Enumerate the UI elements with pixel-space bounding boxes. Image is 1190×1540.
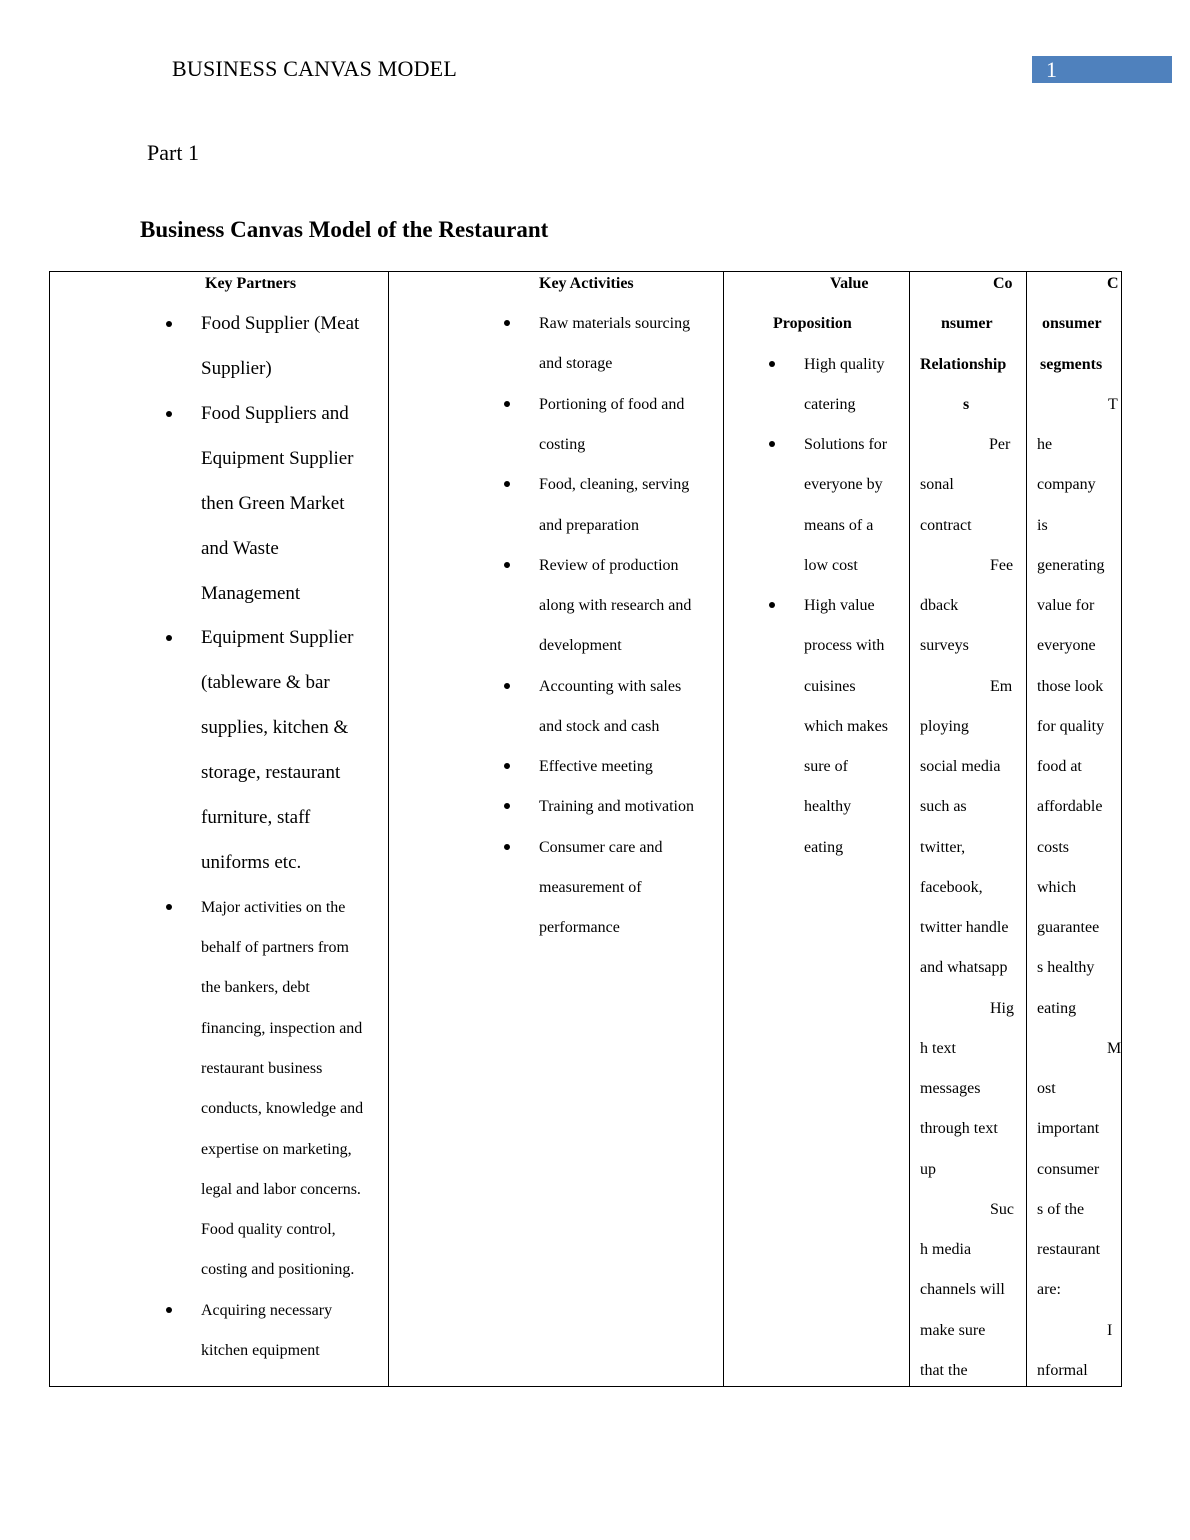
list-item-line: restaurant business <box>201 1060 323 1077</box>
list-item-line: Food quality control, <box>201 1221 336 1238</box>
consumer-segments-title: onsumer <box>1042 315 1102 332</box>
list-item-line: Consumer care and <box>539 839 663 856</box>
list-item-line: Food, cleaning, serving <box>539 476 690 493</box>
text-line: channels will <box>920 1281 1005 1298</box>
consumer-relationships-title: Relationship <box>920 356 1007 373</box>
text-line: and whatsapp <box>920 959 1008 976</box>
text-line: contract <box>920 517 972 534</box>
column-divider <box>1026 272 1027 1386</box>
text-line: eating <box>1037 1000 1077 1017</box>
consumer-relationships-title: nsumer <box>941 315 993 332</box>
bullet <box>769 602 775 608</box>
list-item-line: Solutions for <box>804 436 888 453</box>
text-line: generating <box>1037 557 1105 574</box>
text-line: Per <box>989 436 1011 453</box>
bullet <box>504 803 510 809</box>
text-line: such as <box>920 798 967 815</box>
text-line: costs <box>1037 839 1069 856</box>
text-line: ploying <box>920 718 969 735</box>
text-line: important <box>1037 1120 1100 1137</box>
bullet <box>504 763 510 769</box>
text-line: Hig <box>990 1000 1014 1017</box>
list-item-line: which makes <box>804 718 888 735</box>
text-line: Em <box>990 678 1013 695</box>
text-line: is <box>1037 517 1048 534</box>
column-divider <box>909 272 910 1386</box>
list-item-line: and preparation <box>539 517 639 534</box>
bullet <box>504 683 510 689</box>
list-item-line: the bankers, debt <box>201 979 310 996</box>
consumer-relationships-title: Co <box>993 275 1013 292</box>
bullet <box>504 401 510 407</box>
list-item-line: supplies, kitchen & <box>201 717 349 738</box>
list-item-line: Training and motivation <box>539 798 694 815</box>
column-divider <box>388 272 389 1386</box>
text-line: food at <box>1037 758 1082 775</box>
text-line: twitter, <box>920 839 966 856</box>
section-heading: Business Canvas Model of the Restaurant <box>140 217 549 242</box>
list-item-line: High value <box>804 597 875 614</box>
text-line: affordable <box>1037 798 1103 815</box>
list-item-line: costing <box>539 436 586 453</box>
text-line: guarantee <box>1037 919 1100 936</box>
text-line: consumer <box>1037 1161 1100 1178</box>
text-line: restaurant <box>1037 1241 1101 1258</box>
bullet <box>166 904 172 910</box>
bullet <box>769 441 775 447</box>
text-line: those look <box>1037 678 1104 695</box>
text-line: Suc <box>990 1201 1014 1218</box>
value-proposition-title: Proposition <box>773 315 852 332</box>
text-line: nformal <box>1037 1362 1088 1379</box>
list-item-line: uniforms etc. <box>201 852 302 873</box>
bullet <box>166 321 172 327</box>
list-item-line: Acquiring necessary <box>201 1302 333 1319</box>
bullet <box>504 320 510 326</box>
list-item-line: conducts, knowledge and <box>201 1100 364 1117</box>
text-line: h media <box>920 1241 972 1258</box>
list-item-line: and stock and cash <box>539 718 660 735</box>
list-item-line: Management <box>201 583 301 604</box>
list-item-line: kitchen equipment <box>201 1342 320 1359</box>
list-item-line: along with research and <box>539 597 692 614</box>
bullet <box>504 562 510 568</box>
list-item-line: expertise on marketing, <box>201 1141 352 1158</box>
list-item-line: Accounting with sales <box>539 678 682 695</box>
list-item-line: behalf of partners from <box>201 939 349 956</box>
text-line: dback <box>920 597 959 614</box>
text-line: h text <box>920 1040 956 1057</box>
text-line: social media <box>920 758 1001 775</box>
text-line: everyone <box>1037 637 1096 654</box>
text-line: for quality <box>1037 718 1105 735</box>
text-line: value for <box>1037 597 1095 614</box>
list-item-line: sure of <box>804 758 848 775</box>
text-line: messages <box>920 1080 981 1097</box>
list-item-line: eating <box>804 839 844 856</box>
list-item-line: (tableware & bar <box>201 672 330 693</box>
text-line: company <box>1037 476 1096 493</box>
text-line: facebook, <box>920 879 983 896</box>
bullet <box>769 361 775 367</box>
list-item-line: financing, inspection and <box>201 1020 363 1037</box>
text-line: which <box>1037 879 1077 896</box>
key-partners-title: Key Partners <box>205 275 297 292</box>
text-line: surveys <box>920 637 969 654</box>
list-item-line: Equipment Supplier <box>201 627 354 648</box>
list-item-line: process with <box>804 637 885 654</box>
list-item-line: means of a <box>804 517 874 534</box>
list-item-line: Review of production <box>539 557 679 574</box>
text-line: up <box>920 1161 936 1178</box>
list-item-line: Food Supplier (Meat <box>201 313 360 334</box>
page-number-box <box>1032 56 1172 83</box>
text-line: he <box>1037 436 1053 453</box>
key-activities-title: Key Activities <box>539 275 634 292</box>
bullet <box>504 844 510 850</box>
consumer-segments-title: segments <box>1040 356 1103 373</box>
list-item-line: storage, restaurant <box>201 762 341 783</box>
list-item-line: Major activities on the <box>201 899 346 916</box>
list-item-line: Equipment Supplier <box>201 448 354 469</box>
list-item-line: High quality <box>804 356 885 373</box>
text-line: Fee <box>990 557 1014 574</box>
text-line: s healthy <box>1037 959 1095 976</box>
consumer-segments-title: C <box>1107 275 1119 292</box>
bullet <box>166 635 172 641</box>
list-item-line: performance <box>539 919 620 936</box>
list-item-line: measurement of <box>539 879 642 896</box>
text-line: through text <box>920 1120 998 1137</box>
text-line: T <box>1108 396 1118 413</box>
text-line: ost <box>1037 1080 1056 1097</box>
column-divider <box>723 272 724 1386</box>
page-number: 1 <box>1046 57 1057 82</box>
business-canvas-table <box>49 271 1122 1387</box>
list-item-line: Effective meeting <box>539 758 653 775</box>
list-item-line: development <box>539 637 622 654</box>
text-line: I <box>1107 1322 1113 1339</box>
list-item-line: Raw materials sourcing <box>539 315 691 332</box>
text-line: that the <box>920 1362 968 1379</box>
text-line: s of the <box>1037 1201 1085 1218</box>
list-item-line: catering <box>804 396 856 413</box>
text-line: sonal <box>920 476 954 493</box>
list-item-line: Food Suppliers and <box>201 403 349 424</box>
list-item-line: everyone by <box>804 476 883 493</box>
list-item-line: cuisines <box>804 678 856 695</box>
bullet <box>166 1307 172 1313</box>
bullet <box>504 481 510 487</box>
list-item-line: and Waste <box>201 538 279 559</box>
list-item-line: and storage <box>539 355 613 372</box>
text-line: twitter handle <box>920 919 1009 936</box>
consumer-relationships-title: s <box>963 396 970 413</box>
list-item-line: legal and labor concerns. <box>201 1181 361 1198</box>
list-item-line: Portioning of food and <box>539 396 685 413</box>
running-header-title: BUSINESS CANVAS MODEL <box>172 56 457 81</box>
value-proposition-title: Value <box>830 275 869 292</box>
list-item-line: then Green Market <box>201 493 345 514</box>
list-item-line: furniture, staff <box>201 807 311 828</box>
text-line: are: <box>1037 1281 1061 1298</box>
list-item-line: costing and positioning. <box>201 1261 355 1278</box>
text-line: make sure <box>920 1322 986 1339</box>
list-item-line: Supplier) <box>201 358 272 379</box>
list-item-line: healthy <box>804 798 852 815</box>
text-line: M <box>1107 1040 1122 1057</box>
list-item-line: low cost <box>804 557 858 574</box>
part-label: Part 1 <box>147 140 199 165</box>
bullet <box>166 411 172 417</box>
